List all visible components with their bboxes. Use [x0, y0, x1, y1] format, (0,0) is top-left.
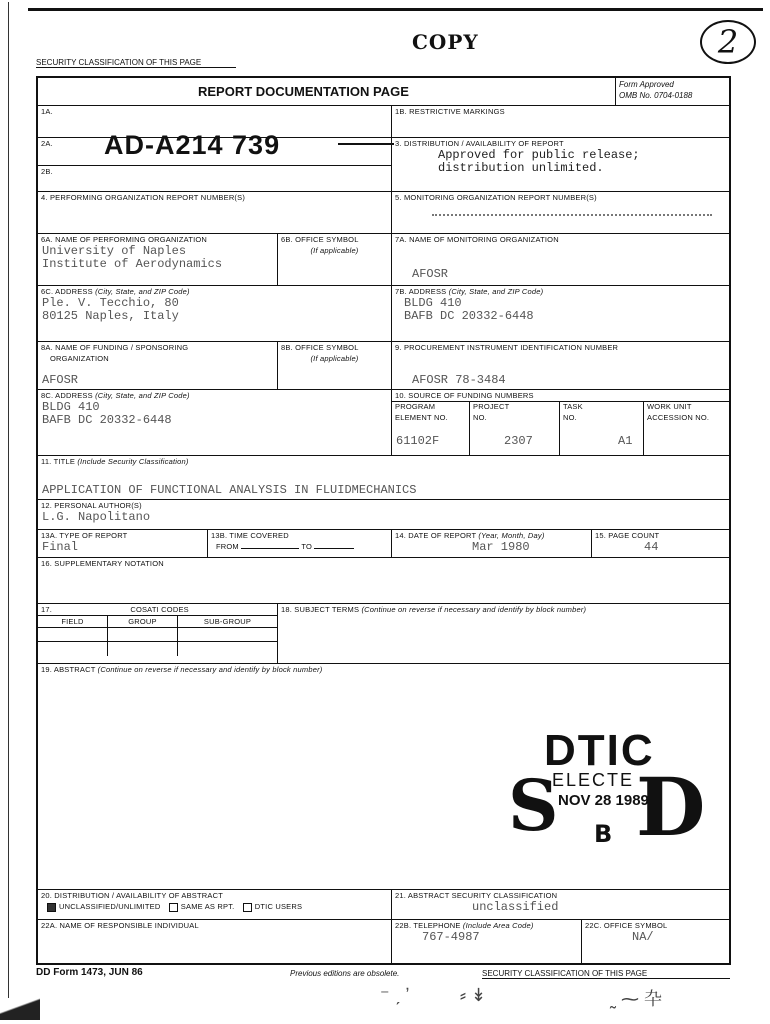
cosati-row: [38, 642, 277, 656]
field-11-value: APPLICATION OF FUNCTIONAL ANALYSIS IN FLUIDMECHANICS: [42, 483, 417, 497]
field-2b: [38, 166, 392, 192]
omb-box: [616, 78, 729, 106]
unclassified-unlimited-label: UNCLASSIFIED/UNLIMITED: [59, 902, 161, 911]
field-10: [392, 390, 729, 456]
field-9: [392, 342, 729, 390]
field-6a: [38, 234, 278, 286]
bottom-scribble-mark: ⁻ ˏ ʼ: [380, 985, 410, 1005]
page-left-edge: [8, 2, 9, 1002]
field-21-value: unclassified: [472, 900, 559, 914]
field-13b-to-label: TO: [301, 542, 313, 551]
field-7b-label: 7B. ADDRESS: [395, 287, 447, 296]
field-18: [278, 604, 729, 664]
dtic-users-label: DTIC USERS: [254, 902, 303, 911]
field-12: [38, 500, 729, 530]
ad-accession-number: AD-A214 739: [104, 130, 281, 160]
field-8c: [38, 390, 392, 456]
field-7b-value-line1: BLDG 410: [404, 296, 462, 310]
field-1b: [392, 106, 729, 138]
field-10-program: [392, 401, 470, 456]
field-6c-value-line2: 80125 Naples, Italy: [42, 309, 179, 323]
field-10-project-label-2: NO.: [473, 413, 487, 422]
field-10-project-value: 2307: [504, 434, 533, 448]
field-8b: [278, 342, 392, 390]
field-8a-value: AFOSR: [42, 373, 79, 387]
cosati-row: [38, 628, 277, 642]
form-number: DD Form 1473, JUN 86: [36, 967, 143, 978]
field-12-label: 12. PERSONAL AUTHOR(S): [41, 501, 142, 510]
field-7b-sublabel: (City, State, and ZIP Code): [448, 287, 544, 296]
field-14-value: Mar 1980: [472, 540, 530, 554]
field-11-sublabel: (Include Security Classification): [77, 457, 189, 466]
field-21: [392, 890, 729, 920]
field-6c-label: 6C. ADDRESS: [41, 287, 93, 296]
dtic-stamp-elected: ELECTE: [552, 770, 635, 790]
page-corner-shadow: [0, 998, 40, 1020]
field-19-sublabel: (Continue on reverse if necessary and identify by block number): [97, 665, 323, 674]
field-14: [392, 530, 592, 558]
omb-number: OMB No. 0704-0188: [619, 91, 693, 100]
field-12-value: L.G. Napolitano: [42, 510, 151, 524]
field-8b-sublabel: (If applicable): [310, 354, 359, 363]
field-13b-from-line: [241, 548, 299, 549]
top-border-line: [28, 8, 763, 11]
cosati-field-header: FIELD: [38, 616, 108, 627]
ad-number-rule: [338, 143, 394, 145]
unclassified-unlimited-checkbox[interactable]: [47, 903, 56, 912]
field-3-label: 3. DISTRIBUTION / AVAILABILITY OF REPORT: [395, 139, 564, 148]
field-6a-value-line1: University of Naples: [42, 244, 187, 258]
field-15-value: 44: [644, 540, 659, 554]
same-as-rpt-label: SAME AS RPT.: [180, 902, 235, 911]
field-10-work-label-1: WORK UNIT: [647, 402, 692, 411]
field-6c-value-line1: Ple. V. Tecchio, 80: [42, 296, 179, 310]
field-11: [38, 456, 729, 500]
field-10-program-label-1: PROGRAM: [395, 402, 436, 411]
field-22c-value: NA/: [632, 930, 654, 944]
field-1a-label: 1A.: [41, 107, 53, 116]
dtic-stamp-b-letter: B: [594, 820, 613, 848]
previous-editions-note: Previous editions are obsolete.: [290, 969, 400, 978]
field-8c-value-line1: BLDG 410: [42, 400, 100, 414]
field-10-task-label-2: NO.: [563, 413, 577, 422]
field-16: [38, 558, 729, 604]
field-17-label: 17.: [41, 605, 53, 614]
field-2b-label: 2B.: [41, 167, 53, 176]
field-19-label: 19. ABSTRACT: [41, 665, 96, 674]
field-10-work-unit: [644, 401, 729, 456]
field-13b-to-line: [314, 548, 354, 549]
field-5-label: 5. MONITORING ORGANIZATION REPORT NUMBER(S): [395, 193, 597, 202]
field-7a-value: AFOSR: [412, 267, 449, 281]
field-13a: [38, 530, 208, 558]
field-3-value-line2: distribution unlimited.: [438, 161, 604, 175]
field-10-project-label-1: PROJECT: [473, 402, 510, 411]
field-18-label: 18. SUBJECT TERMS: [281, 605, 360, 614]
field-16-label: 16. SUPPLEMENTARY NOTATION: [41, 559, 164, 568]
dtic-stamp-date: NOV 28 1989: [558, 792, 649, 809]
field-8a-label-line1: 8A. NAME OF FUNDING / SPONSORING: [41, 343, 189, 352]
field-7b: [392, 286, 729, 342]
page-title: REPORT DOCUMENTATION PAGE: [198, 84, 409, 99]
form-header: [38, 78, 616, 106]
handwritten-circled-number: 2: [700, 20, 756, 64]
field-3-value-line1: Approved for public release;: [438, 148, 640, 162]
field-8b-label: 8B. OFFICE SYMBOL: [281, 343, 359, 352]
field-5: [392, 192, 729, 234]
form-approved-label: Form Approved: [619, 80, 674, 89]
field-10-label: 10. SOURCE OF FUNDING NUMBERS: [392, 390, 729, 402]
field-9-value: AFOSR 78-3484: [412, 373, 506, 387]
field-15: [592, 530, 729, 558]
same-as-rpt-checkbox[interactable]: [169, 903, 178, 912]
field-22b-sublabel: (Include Area Code): [462, 921, 534, 930]
field-22b: [392, 920, 582, 963]
cosati-header-row: [38, 616, 277, 628]
field-14-sublabel: (Year, Month, Day): [478, 531, 545, 540]
field-22b-value: 767-4987: [422, 930, 480, 944]
field-10-program-value: 61102F: [396, 434, 440, 448]
field-8a-label-line2: ORGANIZATION: [50, 354, 109, 363]
field-6c: [38, 286, 392, 342]
dtic-users-checkbox[interactable]: [243, 903, 252, 912]
field-7b-value-line2: BAFB DC 20332-6448: [404, 309, 534, 323]
cosati-subgroup-header: SUB-GROUP: [203, 617, 252, 626]
field-13a-label: 13A. TYPE OF REPORT: [41, 531, 128, 540]
report-documentation-form: [36, 76, 731, 965]
field-10-work-label-2: ACCESSION NO.: [647, 413, 710, 422]
field-14-label: 14. DATE OF REPORT: [395, 531, 477, 540]
dtic-stamp-d-letter: D: [636, 760, 706, 854]
field-6a-value-line2: Institute of Aerodynamics: [42, 257, 223, 271]
field-18-sublabel: (Continue on reverse if necessary and identify by block number): [361, 605, 587, 614]
field-20-label: 20. DISTRIBUTION / AVAILABILITY OF ABSTRACT: [41, 891, 223, 900]
field-10-task-value: A1: [618, 434, 633, 448]
field-7a-label: 7A. NAME OF MONITORING ORGANIZATION: [395, 235, 559, 244]
field-22c: [582, 920, 729, 963]
field-21-label: 21. ABSTRACT SECURITY CLASSIFICATION: [395, 891, 558, 900]
field-13b: [208, 530, 392, 558]
dtic-stamp-s-letter: S: [508, 764, 559, 847]
field-13a-value: Final: [42, 540, 79, 554]
field-8c-sublabel: (City, State, and ZIP Code): [95, 391, 190, 400]
field-3: [392, 138, 729, 192]
field-20: [38, 890, 392, 920]
dtic-elected-stamp: [502, 726, 706, 856]
field-4-label: 4. PERFORMING ORGANIZATION REPORT NUMBER(S): [41, 193, 246, 202]
field-8a: [38, 342, 278, 390]
field-22a: [38, 920, 392, 963]
field-22b-label: 22B. TELEPHONE: [395, 921, 461, 930]
bottom-scribble-mark: ˷ ⁓ 卆: [610, 989, 662, 1009]
field-7a: [392, 234, 729, 286]
field-6b: [278, 234, 392, 286]
field-17: [38, 604, 278, 664]
field-13b-label: 13B. TIME COVERED: [211, 531, 289, 540]
field-2a-label: 2A.: [41, 139, 53, 148]
field-5-illegible-marks: [432, 214, 712, 219]
field-6b-sublabel: (If applicable): [310, 246, 359, 255]
field-11-label: 11. TITLE: [41, 457, 76, 466]
security-classification-top: SECURITY CLASSIFICATION OF THIS PAGE: [36, 58, 236, 68]
copy-stamp: COPY: [412, 30, 479, 54]
field-6c-sublabel: (City, State, and ZIP Code): [95, 287, 190, 296]
field-22c-label: 22C. OFFICE SYMBOL: [585, 921, 668, 930]
field-6b-label: 6B. OFFICE SYMBOL: [281, 235, 359, 244]
field-8c-label: 8C. ADDRESS: [41, 391, 93, 400]
field-6a-label: 6A. NAME OF PERFORMING ORGANIZATION: [41, 235, 208, 244]
field-8c-value-line2: BAFB DC 20332-6448: [42, 413, 172, 427]
bottom-scribble-mark: ⸗ ↡: [460, 985, 487, 1005]
cosati-group-header: GROUP: [108, 616, 178, 627]
field-10-program-label-2: ELEMENT NO.: [395, 413, 448, 422]
field-10-task-label-1: TASK: [563, 402, 583, 411]
field-9-label: 9. PROCUREMENT INSTRUMENT IDENTIFICATION NUMBER: [395, 343, 619, 352]
field-10-task: [560, 401, 644, 456]
field-13b-from-label: FROM: [216, 542, 239, 551]
dtic-stamp-title: DTIC: [544, 726, 655, 775]
field-10-project: [470, 401, 560, 456]
field-17-title: COSATI CODES: [130, 605, 189, 614]
field-1b-label: 1B. RESTRICTIVE MARKINGS: [395, 107, 505, 116]
field-15-label: 15. PAGE COUNT: [595, 531, 660, 540]
security-classification-footer: SECURITY CLASSIFICATION OF THIS PAGE: [482, 969, 730, 979]
field-4: [38, 192, 392, 234]
field-22a-label: 22A. NAME OF RESPONSIBLE INDIVIDUAL: [41, 921, 199, 930]
